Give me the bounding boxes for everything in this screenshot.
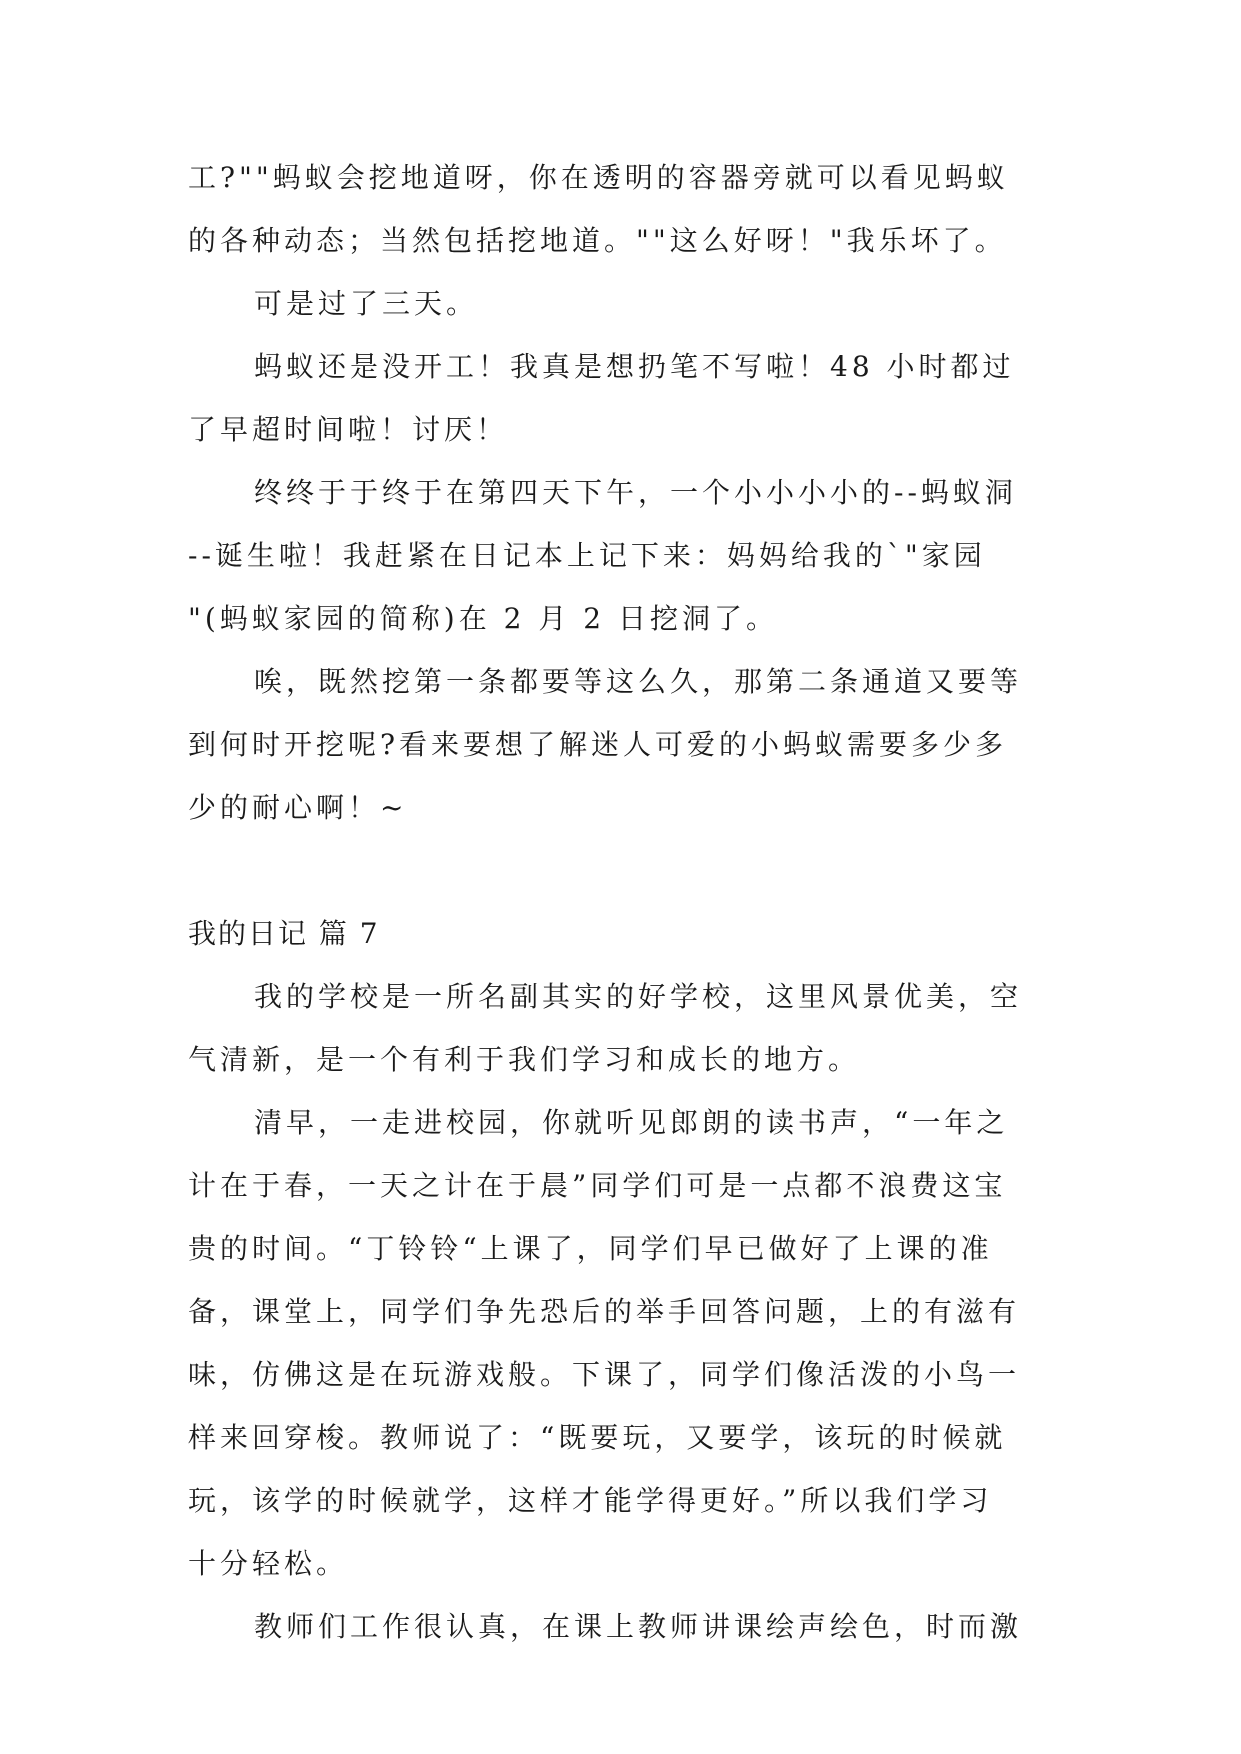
text-line: 味，仿佛这是在玩游戏般。下课了，同学们像活泼的小鸟一 (188, 1358, 1021, 1391)
text-line: 样来回穿梭。教师说了：“既要玩，又要学，该玩的时候就 (188, 1421, 1007, 1454)
text-line: 的各种动态；当然包括挖地道。""这么好呀！"我乐坏了。 (188, 224, 1007, 257)
text-line: 清早，一走进校园，你就听见郎朗的读书声，“一年之 (254, 1106, 1009, 1139)
text-line: 了早超时间啦！讨厌！ (188, 413, 509, 446)
text-line: 终终于于终于在第四天下午，一个小小小小的--蚂蚁洞 (254, 476, 1017, 509)
text-line: 可是过了三天。 (254, 287, 479, 320)
text-line: 少的耐心啊！~ (188, 791, 408, 824)
text-line: 我的学校是一所名副其实的好学校，这里风景优美，空 (254, 980, 1023, 1013)
text-line: 蚂蚁还是没开工！我真是想扔笔不写啦！48 小时都过 (254, 350, 1015, 383)
document-page (188, 158, 1050, 1670)
text-line: 到何时开挖呢?看来要想了解迷人可爱的小蚂蚁需要多少多 (188, 728, 1008, 761)
text-line: "(蚂蚁家园的简称)在 2 月 2 日挖洞了。 (188, 602, 778, 635)
text-line: 计在于春，一天之计在于晨”同学们可是一点都不浪费这宝 (188, 1169, 1007, 1202)
text-line: 玩，该学的时候就学，这样才能学得更好。”所以我们学习 (188, 1484, 993, 1517)
text-line: 备，课堂上，同学们争先恐后的举手回答问题，上的有滋有 (188, 1295, 1021, 1328)
text-line: 唉，既然挖第一条都要等这么久，那第二条通道又要等 (254, 665, 1023, 698)
text-line: 气清新，是一个有利于我们学习和成长的地方。 (188, 1043, 861, 1076)
text-line: 工?""蚂蚁会挖地道呀，你在透明的容器旁就可以看见蚂蚁 (188, 161, 1009, 194)
text-line: 贵的时间。“丁铃铃“上课了，同学们早已做好了上课的准 (188, 1232, 993, 1265)
text-line: 十分轻松。 (188, 1547, 349, 1580)
section-title: 我的日记 篇 7 (188, 917, 380, 950)
text-line: --诞生啦！我赶紧在日记本上记下来：妈妈给我的`"家园 (188, 539, 986, 572)
section-gap (188, 851, 1050, 914)
text-line: 教师们工作很认真，在课上教师讲课绘声绘色，时而激 (254, 1610, 1023, 1643)
